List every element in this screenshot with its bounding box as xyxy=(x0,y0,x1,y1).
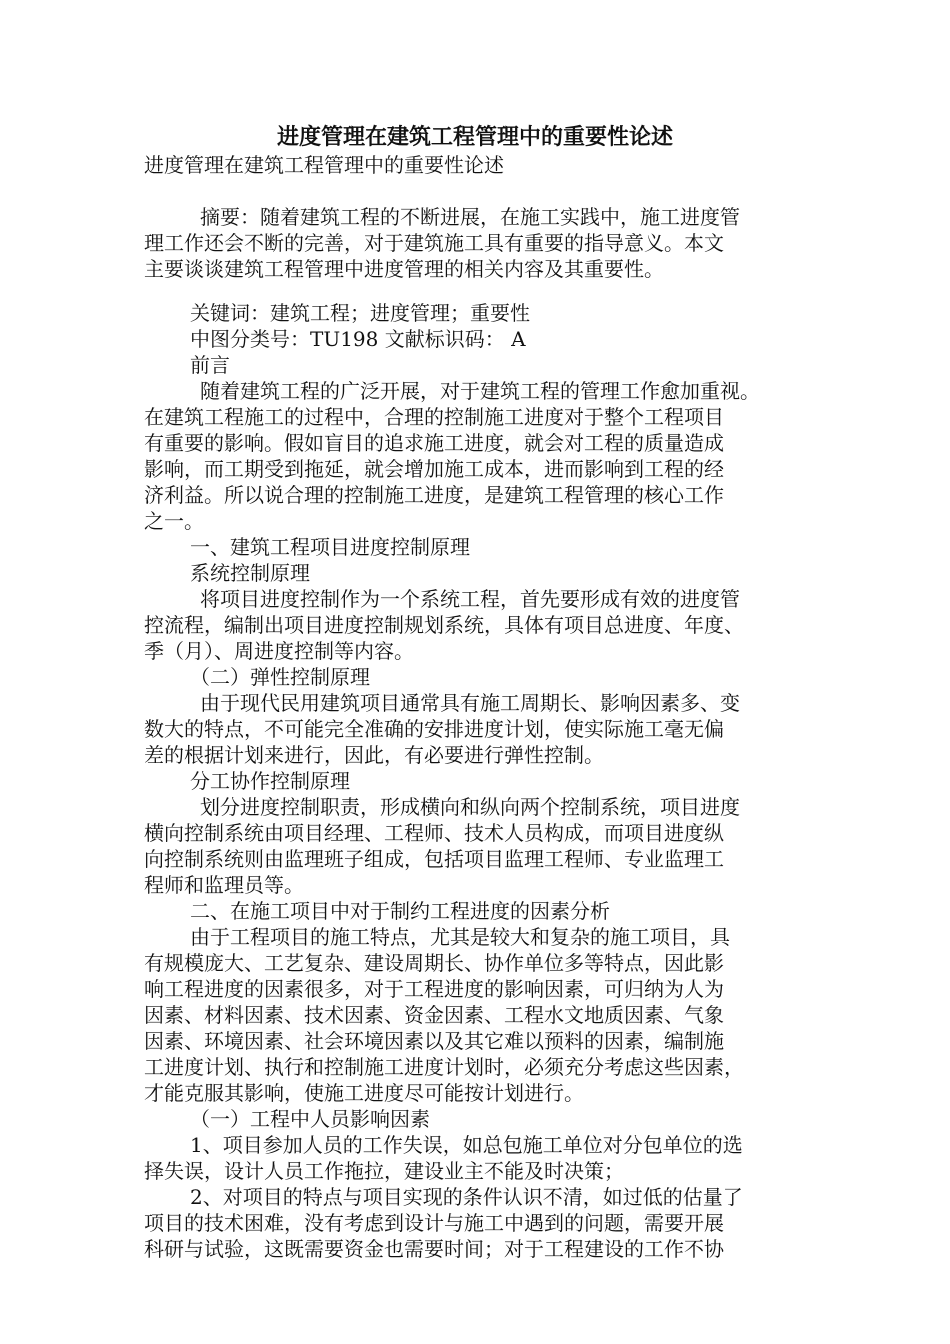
list-item-line: 1、项目参加人员的工作失误，如总包施工单位对分包单位的选 xyxy=(190,1133,743,1157)
list-item-line: 2、对项目的特点与项目实现的条件认识不清，如过低的估量了 xyxy=(190,1185,743,1209)
preface-line: 在建筑工程施工的过程中，合理的控制施工进度对于整个工程项目 xyxy=(144,405,724,429)
document-title: 进度管理在建筑工程管理中的重要性论述 xyxy=(276,124,673,150)
preface-line: 济利益。所以说合理的控制施工进度，是建筑工程管理的核心工作 xyxy=(144,483,724,507)
list-item-line: 择失误，设计人员工作拖拉，建设业主不能及时决策； xyxy=(144,1159,624,1183)
paragraph-line: 向控制系统则由监理班子组成，包括项目监理工程师、专业监理工 xyxy=(144,847,724,871)
paragraph-line: 控流程，编制出项目进度控制规划系统，具体有项目总进度、年度、 xyxy=(144,613,744,637)
paragraph-line: 因素、材料因素、技术因素、资金因素、工程水文地质因素、气象 xyxy=(144,1003,724,1027)
preface-heading: 前言 xyxy=(190,353,230,377)
subsection-heading: 系统控制原理 xyxy=(190,561,310,585)
paragraph-line: 数大的特点，不可能完全准确的安排进度计划，使实际施工毫无偏 xyxy=(144,717,724,741)
list-item-line: 项目的技术困难，没有考虑到设计与施工中遇到的问题，需要开展 xyxy=(144,1211,724,1235)
preface-line: 影响，而工期受到拖延，就会增加施工成本，进而影响到工程的经 xyxy=(144,457,724,481)
subsection-heading: （一）工程中人员影响因素 xyxy=(190,1107,430,1131)
subsection-heading: 分工协作控制原理 xyxy=(190,769,350,793)
paragraph-line: 程师和监理员等。 xyxy=(144,873,304,897)
paragraph-line: 横向控制系统由项目经理、工程师、技术人员构成，而项目进度纵 xyxy=(144,821,724,845)
abstract-line: 摘要：随着建筑工程的不断进展，在施工实践中，施工进度管 xyxy=(200,205,740,229)
paragraph-line: 将项目进度控制作为一个系统工程，首先要形成有效的进度管 xyxy=(200,587,740,611)
paragraph-line: 因素、环境因素、社会环境因素以及其它难以预料的因素，编制施 xyxy=(144,1029,724,1053)
preface-line: 随着建筑工程的广泛开展，对于建筑工程的管理工作愈加重视。 xyxy=(200,379,760,403)
section-heading: 二、在施工项目中对于制约工程进度的因素分析 xyxy=(190,899,610,923)
preface-line: 之一。 xyxy=(144,509,204,533)
paragraph-line: 由于现代民用建筑项目通常具有施工周期长、影响因素多、变 xyxy=(200,691,740,715)
paragraph-line: 工进度计划、执行和控制施工进度计划时，必须充分考虑这些因素， xyxy=(144,1055,744,1079)
abstract-line: 理工作还会不断的完善，对于建筑施工具有重要的指导意义。本文 xyxy=(144,231,724,255)
paragraph-line: 划分进度控制职责，形成横向和纵向两个控制系统，项目进度 xyxy=(200,795,740,819)
document-subtitle: 进度管理在建筑工程管理中的重要性论述 xyxy=(144,153,504,177)
paragraph-line: 有规模庞大、工艺复杂、建设周期长、协作单位多等特点，因此影 xyxy=(144,951,724,975)
paragraph-line: 季（月）、周进度控制等内容。 xyxy=(144,639,414,663)
keywords: 关键词：建筑工程；进度管理；重要性 xyxy=(190,301,530,325)
paragraph-line: 响工程进度的因素很多，对于工程进度的影响因素，可归纳为人为 xyxy=(144,977,724,1001)
paragraph-line: 才能克服其影响，使施工进度尽可能按计划进行。 xyxy=(144,1081,584,1105)
classification: 中图分类号：TU198 文献标识码： A xyxy=(190,327,526,351)
paragraph-line: 由于工程项目的施工特点，尤其是较大和复杂的施工项目，具 xyxy=(190,925,730,949)
subsection-heading: （二）弹性控制原理 xyxy=(190,665,370,689)
preface-line: 有重要的影响。假如盲目的追求施工进度，就会对工程的质量造成 xyxy=(144,431,724,455)
list-item-line: 科研与试验，这既需要资金也需要时间；对于工程建设的工作不协 xyxy=(144,1237,724,1261)
paragraph-line: 差的根据计划来进行，因此，有必要进行弹性控制。 xyxy=(144,743,604,767)
abstract-line: 主要谈谈建筑工程管理中进度管理的相关内容及其重要性。 xyxy=(144,257,664,281)
section-heading: 一、建筑工程项目进度控制原理 xyxy=(190,535,470,559)
